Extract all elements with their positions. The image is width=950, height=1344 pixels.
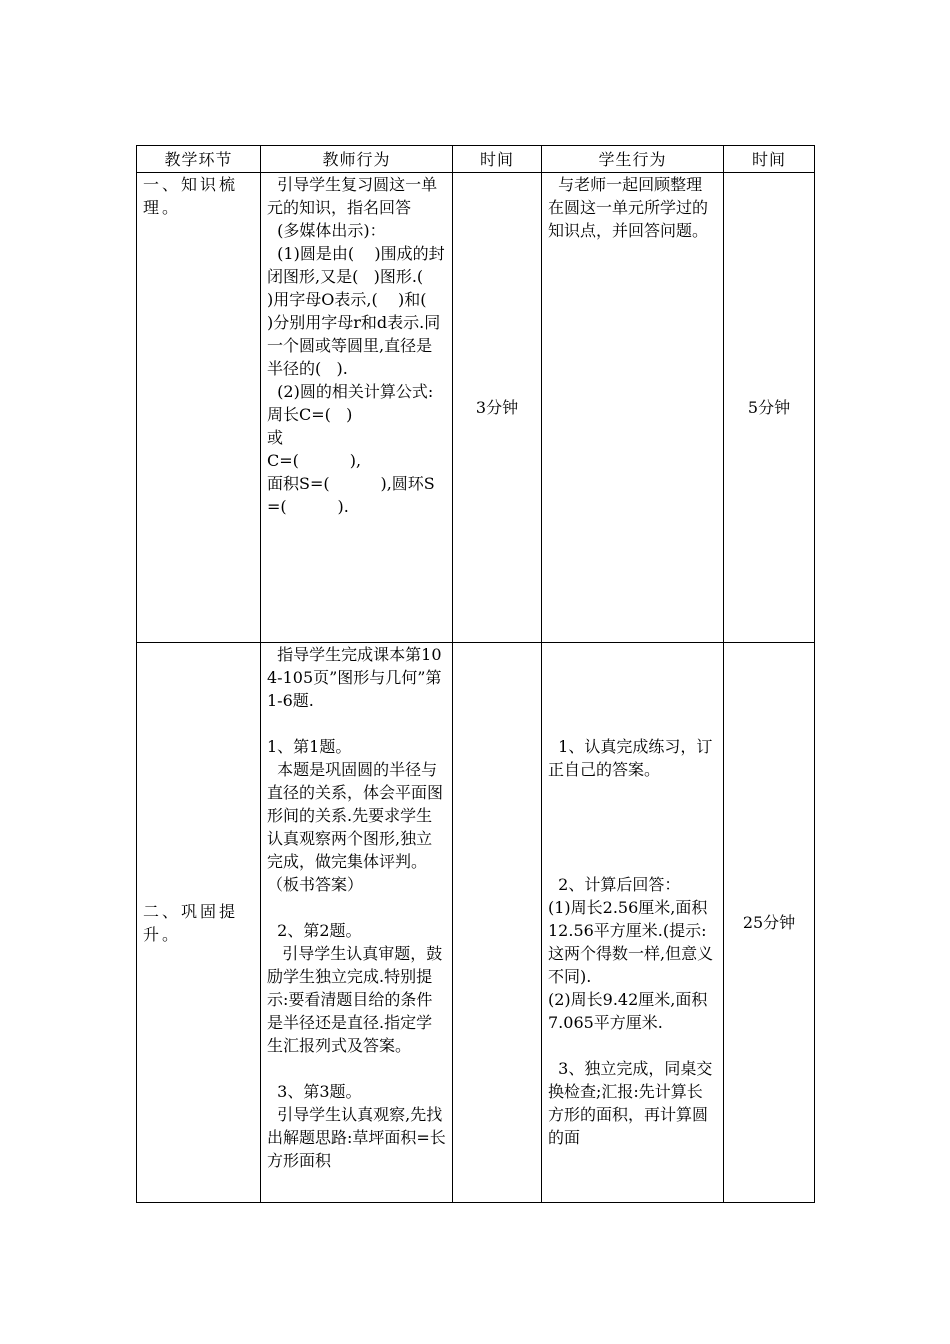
teacher-behavior-cell [261,173,453,643]
teacher-time-cell: 3分钟 [453,173,542,643]
blank-line [548,712,717,735]
teacher-text: 引导学生复习圆这一单元的知识，指名回答 [267,175,438,217]
table-row [137,643,815,1203]
blank-line [548,827,717,850]
teacher-text: 或 [267,428,284,447]
teacher-text: (1)圆是由( )围成的封闭图形,又是( )图形.( )用字母O表示,( )和( )分别用字母r和d表示.同一个圆或等圆里,直径是半径的( ). [267,244,445,378]
teacher-text: 2、第2题。 [267,921,362,940]
student-text: (2)周长9.42厘米,面积7.065平方厘米. [548,990,708,1032]
student-text: 2、计算后回答： [548,875,681,894]
student-time-cell: 5分钟 [724,173,815,643]
teacher-text: 面积S=( ),圆环S=( ). [267,474,435,516]
teacher-text: 1、第1题。 [267,737,352,756]
student-text: (1)周长2.56厘米,面积12.56平方厘米.(提示:这两个得数一样,但意义不同). [548,898,714,986]
teacher-text: 引导学生认真审题，鼓励学生独立完成.特别提示:要看清题目给的条件是半径还是直径.指定学生汇报列式及答案。 [267,944,443,1055]
header-teacher-behavior: 教师行为 [261,146,453,173]
lesson-plan-table [136,145,815,1203]
student-text: 与老师一起回顾整理在圆这一单元所学过的知识点，并回答问题。 [548,175,709,240]
teacher-text: 引导学生认真观察,先找出解题思路:草坪面积=长方形面积 [267,1105,446,1170]
table-header-row [137,146,815,173]
blank-line [548,1034,717,1057]
teacher-behavior-cell [261,643,453,1203]
blank-line [548,850,717,873]
teacher-text: 3、第3题。 [267,1082,362,1101]
teacher-text: (2)圆的相关计算公式: [267,382,434,401]
student-time-cell: 25分钟 [724,643,815,1203]
teacher-text: C=( ), [267,451,362,470]
student-text: 1、认真完成练习，订正自己的答案。 [548,737,713,779]
blank-line [548,689,717,712]
teacher-text: 本题是巩固圆的半径与直径的关系，体会平面图形间的关系.先要求学生认真观察两个图形,独立完成，做完集体评判。（板书答案） [267,760,444,894]
teacher-text: (多媒体出示)： [267,221,386,240]
teacher-time-cell [453,643,542,1203]
teacher-text: 周长C=( ) [267,405,353,424]
blank-line [267,896,446,919]
teacher-text: 指导学生完成课本第104-105页”图形与几何”第1-6题. [267,645,442,710]
stage-cell: 一、知识梳理。 [137,173,261,643]
student-behavior-cell [542,643,724,1203]
header-stage: 教学环节 [137,146,261,173]
table-row [137,173,815,643]
student-text: 3、独立完成，同桌交换检查;汇报:先计算长方形的面积，再计算圆的面 [548,1059,713,1147]
blank-line [548,804,717,827]
header-student-behavior: 学生行为 [542,146,724,173]
blank-line [267,712,446,735]
blank-line [548,781,717,804]
header-teacher-time: 时间 [453,146,542,173]
blank-line [548,643,717,666]
blank-line [267,1057,446,1080]
stage-cell: 二、巩固提升。 [137,643,261,1203]
student-behavior-cell [542,173,724,643]
blank-line [548,666,717,689]
header-student-time: 时间 [724,146,815,173]
